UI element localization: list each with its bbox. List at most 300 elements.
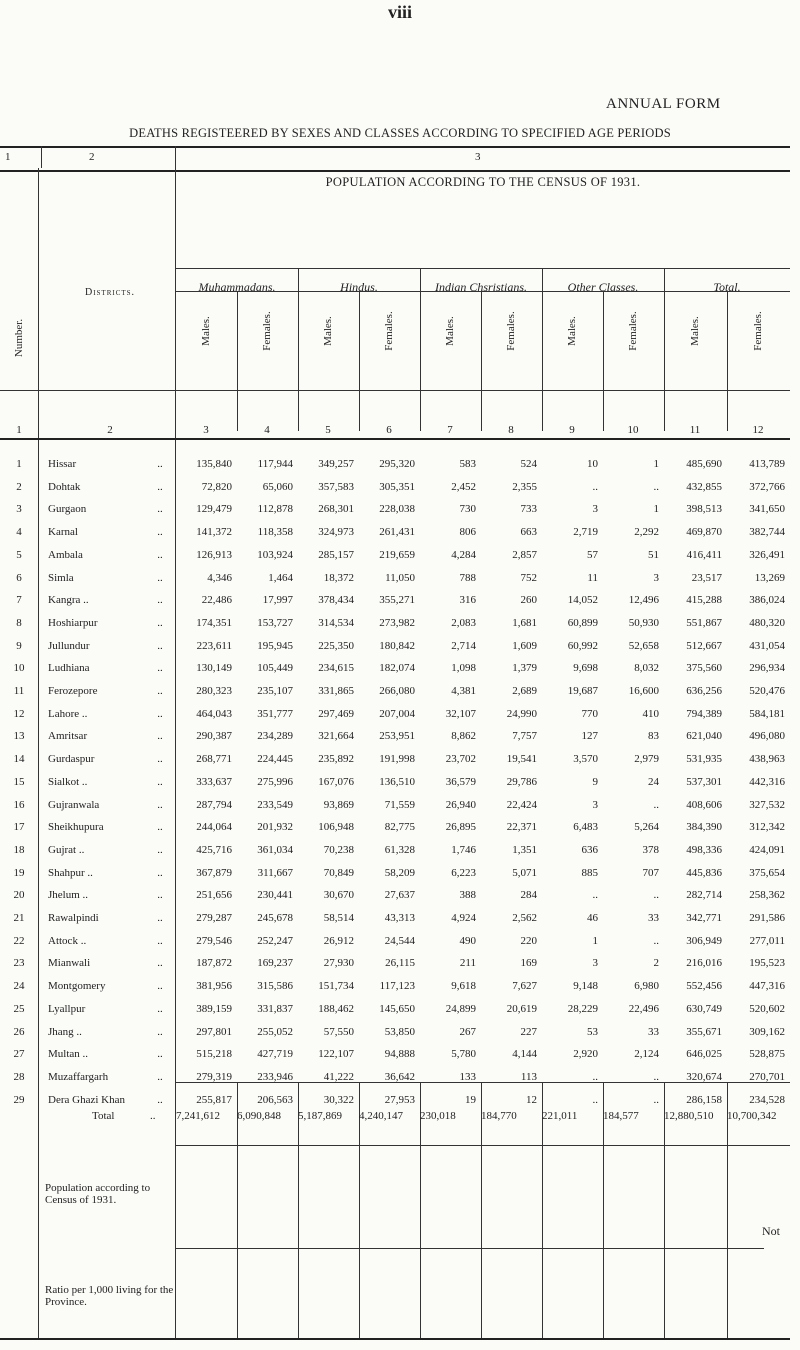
district-name: Lyallpur	[48, 1002, 86, 1015]
cell-value: 60,899	[567, 616, 598, 629]
district-name: Sheikhupura	[48, 821, 104, 834]
cell-value: 398,513	[686, 503, 722, 516]
cell-value: 70,238	[323, 843, 354, 856]
cell-value: 27,637	[384, 889, 415, 902]
cell-value: 552,456	[686, 980, 722, 993]
cell-value: 1,379	[512, 662, 537, 675]
cell-value: 4,144	[512, 1048, 537, 1061]
cell-value: 72,820	[201, 480, 232, 493]
rule-vertical	[603, 291, 604, 431]
cell-value: 416,411	[686, 548, 722, 561]
rule-vertical	[298, 291, 299, 431]
cell-value: 333,637	[196, 775, 232, 788]
cell-value: 228,038	[379, 503, 415, 516]
cell-value: 273,982	[379, 616, 415, 629]
cell-value: 424,091	[749, 843, 785, 856]
cell-value: 636	[581, 843, 598, 856]
leader-dots: ..	[157, 616, 163, 629]
cell-value: 94,888	[384, 1048, 415, 1061]
district-name: Sialkot ..	[48, 775, 88, 788]
district-name: Ludhiana	[48, 662, 90, 675]
cell-value: 9	[592, 775, 598, 788]
group-hindus: Hindus.	[340, 280, 378, 294]
row-number: 9	[16, 639, 22, 652]
row-number: 29	[13, 1093, 25, 1106]
cell-value: ..	[653, 889, 659, 902]
cell-value: 58,209	[384, 866, 415, 879]
cell-value: 24,544	[384, 934, 415, 947]
cell-value: 270,701	[749, 1070, 785, 1083]
district-name: Multan ..	[48, 1048, 89, 1061]
cell-value: 314,534	[318, 616, 354, 629]
district-name: Montgomery	[48, 980, 106, 993]
district-name: Simla	[48, 571, 74, 584]
page-number: viii	[387, 2, 412, 22]
total-dots: ..	[150, 1110, 156, 1122]
cell-value: 255,817	[196, 1093, 232, 1106]
row-number: 2	[16, 480, 22, 493]
district-name: Attock ..	[48, 934, 87, 947]
district-name: Ferozepore	[48, 685, 98, 697]
leader-dots: ..	[157, 1093, 163, 1106]
cell-value: 1,746	[451, 843, 476, 856]
row-number: 13	[13, 730, 25, 743]
females-header: Females.	[261, 311, 273, 351]
cell-value: 224,445	[257, 753, 293, 766]
cell-value: 19	[465, 1093, 476, 1106]
row-number: 7	[16, 594, 22, 607]
cell-value: 10	[587, 458, 598, 470]
table-row	[0, 458, 790, 482]
cell-value: 355,271	[379, 594, 415, 607]
cell-value: 52,658	[628, 639, 659, 652]
cell-value: 663	[520, 526, 537, 539]
cell-value: 6,483	[573, 821, 598, 834]
leader-dots: ..	[157, 957, 163, 970]
total-value: 5,187,869	[298, 1110, 342, 1122]
cell-value: 103,924	[257, 548, 293, 561]
cell-value: 187,872	[196, 957, 232, 970]
cell-value: 425,716	[196, 843, 232, 856]
cell-value: 464,043	[196, 707, 232, 720]
cell-value: 3	[592, 957, 598, 970]
total-value: 4,240,147	[359, 1110, 403, 1122]
cell-value: 806	[459, 526, 476, 539]
cell-value: 2,452	[451, 480, 476, 493]
leader-dots: ..	[157, 571, 163, 584]
row-number: 6	[16, 571, 22, 584]
cell-value: 2,689	[512, 685, 537, 697]
cell-value: ..	[653, 1070, 659, 1083]
cell-value: 326,491	[749, 548, 785, 561]
leader-dots: ..	[157, 458, 163, 470]
cell-value: 8,862	[451, 730, 476, 743]
header-number: 6	[386, 424, 392, 436]
cell-value: 251,656	[196, 889, 232, 902]
cell-value: ..	[653, 480, 659, 493]
cell-value: 227	[520, 1025, 537, 1038]
cell-value: 5,264	[634, 821, 659, 834]
cell-value: 291,586	[749, 912, 785, 924]
leader-dots: ..	[157, 934, 163, 947]
leader-dots: ..	[157, 707, 163, 720]
cell-value: 105,449	[257, 662, 293, 675]
cell-value: 57,550	[323, 1025, 354, 1038]
cell-value: 29,786	[506, 775, 537, 788]
cell-value: ..	[653, 1093, 659, 1106]
leader-dots: ..	[157, 1070, 163, 1083]
cell-value: 169	[520, 957, 537, 970]
cell-value: 277,011	[749, 934, 785, 947]
cell-value: 305,351	[379, 480, 415, 493]
cell-value: 885	[581, 866, 598, 879]
cell-value: 225,350	[318, 639, 354, 652]
cell-value: 375,560	[686, 662, 722, 675]
row-number: 28	[13, 1070, 25, 1083]
cell-value: 33	[648, 1025, 659, 1038]
group-indian-christians: Indian Chsristians.	[434, 280, 527, 294]
district-name: Jhelum ..	[48, 889, 89, 902]
cell-value: ..	[592, 889, 598, 902]
leader-dots: ..	[157, 798, 163, 811]
header-number: 5	[325, 424, 331, 436]
cell-value: 268,301	[318, 503, 354, 516]
row-number: 25	[13, 1002, 25, 1015]
table-row	[0, 730, 790, 754]
cell-value: 3	[592, 503, 598, 516]
row-number: 11	[13, 685, 25, 697]
cell-value: 355,671	[686, 1025, 722, 1038]
cell-value: 46	[587, 912, 598, 924]
row-number: 15	[13, 775, 25, 788]
cell-value: 201,932	[257, 821, 293, 834]
leader-dots: ..	[157, 480, 163, 493]
males-header: Males.	[566, 316, 578, 346]
cell-value: 279,546	[196, 934, 232, 947]
cell-value: 2,292	[634, 526, 659, 539]
group-muhammadans: Muhammadans.	[198, 280, 276, 294]
row-number: 19	[13, 866, 25, 879]
row-number: 4	[16, 526, 22, 539]
males-header: Males.	[444, 316, 456, 346]
cell-value: 410	[642, 707, 659, 720]
cell-value: 36,579	[445, 775, 476, 788]
cell-value: 211	[459, 957, 476, 970]
cell-value: 1,351	[512, 843, 537, 856]
leader-dots: ..	[157, 730, 163, 743]
cell-value: 309,162	[749, 1025, 785, 1038]
cell-value: 386,024	[749, 594, 785, 607]
cell-value: 3,570	[573, 753, 598, 766]
leader-dots: ..	[157, 1025, 163, 1038]
cell-value: 255,052	[257, 1025, 293, 1038]
district-name: Gujranwala	[48, 798, 100, 811]
district-name: Karnal	[48, 526, 78, 539]
leader-dots: ..	[157, 753, 163, 766]
cell-value: 24	[648, 775, 659, 788]
cell-value: 537,301	[686, 775, 722, 788]
cell-value: 41,222	[323, 1070, 354, 1083]
row-number: 3	[16, 503, 22, 516]
top-colnum-1: 1	[5, 151, 11, 163]
cell-value: 36,642	[384, 1070, 415, 1083]
cell-value: 28,229	[567, 1002, 598, 1015]
cell-value: 5,071	[512, 866, 537, 879]
rule-horizontal	[0, 1338, 790, 1340]
top-colnum-3: 3	[475, 151, 481, 163]
cell-value: 267	[459, 1025, 476, 1038]
cell-value: 2,979	[634, 753, 659, 766]
cell-value: 321,664	[318, 730, 354, 743]
row-number: 5	[16, 548, 22, 561]
cell-value: 285,157	[318, 548, 354, 561]
cell-value: 151,734	[318, 980, 354, 993]
cell-value: 71,559	[384, 798, 415, 811]
header-number: 1	[16, 424, 22, 436]
leader-dots: ..	[157, 548, 163, 561]
district-name: Hissar	[48, 458, 77, 470]
cell-value: 8,032	[634, 662, 659, 675]
cell-value: 23,517	[691, 571, 722, 584]
cell-value: 195,945	[257, 639, 293, 652]
cell-value: 23,702	[445, 753, 476, 766]
cell-value: 117,944	[257, 458, 293, 470]
row-number: 14	[13, 753, 25, 766]
leader-dots: ..	[157, 1048, 163, 1061]
rule-horizontal	[0, 438, 790, 440]
table-row	[0, 503, 790, 527]
cell-value: 351,777	[257, 707, 293, 720]
cell-value: 2,857	[512, 548, 537, 561]
cell-value: 32,107	[445, 707, 476, 720]
rule-vertical	[727, 291, 728, 431]
total-value: 184,770	[481, 1110, 517, 1122]
table-row	[0, 640, 790, 664]
table-row	[0, 957, 790, 981]
cell-value: 2,083	[451, 616, 476, 629]
cell-value: 378	[642, 843, 659, 856]
district-name: Gurgaon	[48, 503, 87, 516]
district-name: Jullundur	[48, 639, 90, 652]
cell-value: 233,946	[257, 1070, 293, 1083]
rule-vertical	[41, 146, 42, 168]
cell-value: 2,562	[512, 912, 537, 924]
group-total: Total.	[713, 280, 741, 294]
cell-value: 26,912	[323, 934, 354, 947]
cell-value: 445,836	[686, 866, 722, 879]
cell-value: 50,930	[628, 616, 659, 629]
leader-dots: ..	[157, 662, 163, 675]
table-row	[0, 526, 790, 550]
cell-value: 30,670	[323, 889, 354, 902]
cell-value: 22,424	[506, 798, 537, 811]
district-name: Rawalpindi	[48, 912, 99, 924]
ratio-label: Ratio per 1,000 living for the Province.	[45, 1284, 174, 1308]
table-row	[0, 935, 790, 959]
cell-value: 331,837	[257, 1002, 293, 1015]
rule-horizontal	[176, 268, 790, 269]
cell-value: 1	[653, 458, 659, 470]
cell-value: 12,496	[628, 594, 659, 607]
form-title: ANNUAL FORM	[606, 96, 721, 112]
cell-value: 7,627	[512, 980, 537, 993]
number-header: Number.	[13, 318, 25, 358]
cell-value: 118,358	[257, 526, 293, 539]
header-number: 2	[107, 424, 113, 436]
row-number: 18	[13, 843, 25, 856]
cell-value: 70,849	[323, 866, 354, 879]
cell-value: 82,775	[384, 821, 415, 834]
cell-value: 794,389	[686, 707, 722, 720]
header-number: 12	[752, 424, 764, 436]
district-name: Hoshiarpur	[48, 616, 98, 629]
cell-value: 43,313	[384, 912, 415, 924]
table-row	[0, 776, 790, 800]
cell-value: 19,687	[567, 685, 598, 697]
cell-value: 2,714	[451, 639, 476, 652]
cell-value: 60,992	[567, 639, 598, 652]
cell-value: ..	[653, 798, 659, 811]
cell-value: 584,181	[749, 707, 785, 720]
district-name: Lahore ..	[48, 707, 88, 720]
cell-value: 480,320	[749, 616, 785, 629]
table-row	[0, 844, 790, 868]
total-label: Total	[92, 1110, 115, 1122]
cell-value: 235,107	[257, 685, 293, 697]
cell-value: 279,287	[196, 912, 232, 924]
cell-value: 17,997	[262, 594, 293, 607]
table-row	[0, 980, 790, 1004]
cell-value: 260	[520, 594, 537, 607]
cell-value: 16,600	[628, 685, 659, 697]
leader-dots: ..	[157, 685, 163, 697]
district-name: Gujrat ..	[48, 843, 85, 856]
cell-value: 498,336	[686, 843, 722, 856]
district-name: Shahpur ..	[48, 866, 93, 879]
cell-value: 707	[642, 866, 659, 879]
cell-value: 33	[648, 912, 659, 924]
cell-value: 145,650	[379, 1002, 415, 1015]
cell-value: 327,532	[749, 798, 785, 811]
table-row	[0, 1003, 790, 1027]
cell-value: 279,319	[196, 1070, 232, 1083]
cell-value: 496,080	[749, 730, 785, 743]
cell-value: 630,749	[686, 1002, 722, 1015]
cell-value: 27,953	[384, 1093, 415, 1106]
cell-value: 512,667	[686, 639, 722, 652]
cell-value: 129,479	[196, 503, 232, 516]
district-name: Ambala	[48, 548, 83, 561]
population-title: POPULATION ACCORDING TO THE CENSUS OF 1931.	[325, 175, 641, 189]
cell-value: 442,316	[749, 775, 785, 788]
cell-value: 4,346	[207, 571, 232, 584]
cell-value: 341,650	[749, 503, 785, 516]
row-number: 12	[13, 707, 25, 720]
table-row	[0, 821, 790, 845]
leader-dots: ..	[157, 980, 163, 993]
cell-value: 312,342	[749, 821, 785, 834]
cell-value: 61,328	[384, 843, 415, 856]
rule-vertical	[237, 291, 238, 431]
table-row	[0, 572, 790, 596]
cell-value: 180,842	[379, 639, 415, 652]
cell-value: 230,441	[257, 889, 293, 902]
cell-value: 113	[520, 1070, 537, 1083]
cell-value: 2,719	[573, 526, 598, 539]
cell-value: 331,865	[318, 685, 354, 697]
leader-dots: ..	[157, 775, 163, 788]
table-row	[0, 685, 790, 709]
header-number: 8	[508, 424, 514, 436]
cell-value: 2,124	[634, 1048, 659, 1061]
cell-value: 361,034	[257, 843, 293, 856]
cell-value: 188,462	[318, 1002, 354, 1015]
row-number: 26	[13, 1025, 25, 1038]
cell-value: 320,674	[686, 1070, 722, 1083]
cell-value: 372,766	[749, 480, 785, 493]
total-value: 12,880,510	[664, 1110, 714, 1122]
cell-value: 389,159	[196, 1002, 232, 1015]
rule-horizontal	[176, 1145, 790, 1146]
cell-value: 126,913	[196, 548, 232, 561]
table-row	[0, 662, 790, 686]
row-number: 20	[13, 889, 25, 902]
cell-value: 167,076	[318, 775, 354, 788]
leader-dots: ..	[157, 912, 163, 924]
leader-dots: ..	[157, 843, 163, 856]
cell-value: 253,951	[379, 730, 415, 743]
rule-vertical	[542, 291, 543, 431]
cell-value: 14,052	[567, 594, 598, 607]
row-number: 27	[13, 1048, 25, 1061]
cell-value: 297,469	[318, 707, 354, 720]
cell-value: ..	[592, 480, 598, 493]
header-number: 11	[689, 424, 701, 436]
cell-value: 19,541	[506, 753, 537, 766]
cell-value: 378,434	[318, 594, 354, 607]
cell-value: 382,744	[749, 526, 785, 539]
cell-value: 3	[653, 571, 659, 584]
table-row	[0, 481, 790, 505]
cell-value: 182,074	[379, 662, 415, 675]
table-row	[0, 549, 790, 573]
cell-value: 65,060	[262, 480, 293, 493]
cell-value: 93,869	[323, 798, 354, 811]
row-number: 17	[13, 821, 25, 834]
cell-value: 206,563	[257, 1093, 293, 1106]
cell-value: 11,050	[385, 571, 415, 584]
cell-value: 22,371	[506, 821, 537, 834]
cell-value: 1	[653, 503, 659, 516]
cell-value: 26,895	[445, 821, 476, 834]
cell-value: 266,080	[379, 685, 415, 697]
cell-value: 223,611	[196, 639, 232, 652]
cell-value: 53	[587, 1025, 598, 1038]
cell-value: 58,514	[323, 912, 354, 924]
district-name: Dohtak	[48, 480, 81, 493]
cell-value: 22,496	[628, 1002, 659, 1015]
table-row	[0, 889, 790, 913]
cell-value: 357,583	[318, 480, 354, 493]
district-name: Dera Ghazi Khan	[48, 1093, 125, 1106]
row-number: 8	[16, 616, 22, 629]
cell-value: 636,256	[686, 685, 722, 697]
cell-value: 268,771	[196, 753, 232, 766]
cell-value: 261,431	[379, 526, 415, 539]
cell-value: 381,956	[196, 980, 232, 993]
cell-value: 106,948	[318, 821, 354, 834]
cell-value: 315,586	[257, 980, 293, 993]
